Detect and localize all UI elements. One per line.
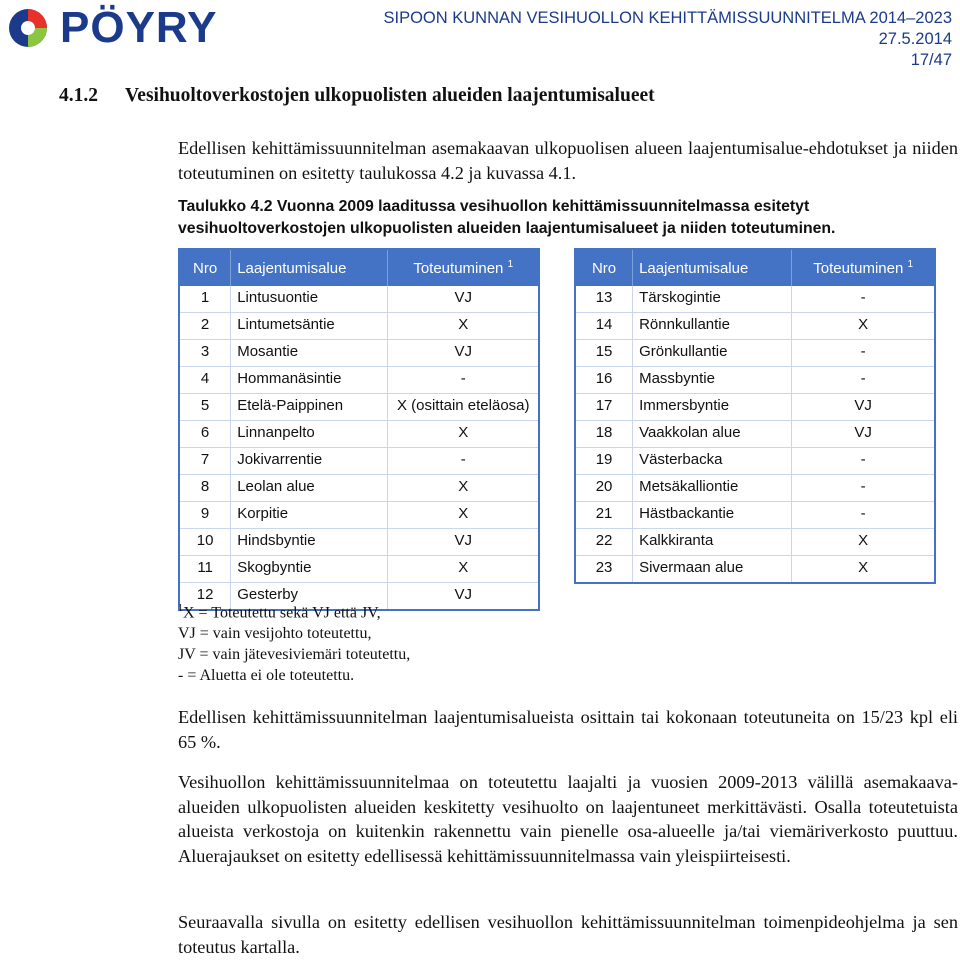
table-row	[575, 448, 935, 475]
cell-area: Korpitie	[231, 502, 388, 529]
cell-area: Västerbacka	[633, 448, 792, 475]
cell-nro: 23	[595, 559, 613, 576]
cell-nro: 20	[575, 475, 633, 502]
cell-area: Jokivarrentie	[231, 448, 388, 475]
cell-status: VJ	[388, 286, 539, 313]
poyry-logo-icon	[4, 6, 56, 50]
table-row	[179, 340, 539, 367]
table-row	[179, 529, 539, 556]
poyry-logo	[4, 3, 244, 52]
cell-nro: 14	[575, 313, 633, 340]
intro-paragraph: Edellisen kehittämissuunnitelman asemakaavan ulkopuolisen alueen laajentumisalue-ehdotukset ja niiden toteutuminen on esitetty taulukossa 4.2 ja kuvassa 4.1.	[178, 138, 958, 183]
cell-nro: 13	[575, 286, 633, 313]
section-number: 4.1.2	[59, 85, 98, 106]
cell-area: Mosantie	[231, 340, 388, 367]
cell-nro: 9	[179, 502, 231, 529]
cell-status: X	[388, 475, 539, 502]
cell-status: X	[388, 313, 539, 340]
cell-area: Massbyntie	[633, 367, 792, 394]
table-row	[575, 286, 935, 313]
cell-status: VJ	[388, 529, 539, 556]
cell-area: Hästbackantie	[633, 502, 792, 529]
table-body-left	[179, 286, 539, 610]
cell-status: X	[388, 502, 539, 529]
cell-nro: 18	[575, 421, 633, 448]
page-number: 17/47	[910, 51, 952, 69]
document-header	[383, 8, 952, 71]
cell-status: -	[792, 340, 935, 367]
table-caption: Taulukko 4.2 Vuonna 2009 laaditussa vesihuollon kehittämissuunnitelmassa esitetyt vesihuoltoverkostojen ulkopuolisten alueiden laajentumisalueet ja niiden toteutuminen.	[178, 198, 836, 237]
cell-status: VJ	[792, 421, 935, 448]
cell-nro: 4	[179, 367, 231, 394]
table-row	[575, 529, 935, 556]
cell-area: Grönkullantie	[633, 340, 792, 367]
cell-status: VJ	[388, 340, 539, 367]
table-row	[179, 556, 539, 583]
cell-nro: 1	[179, 286, 231, 313]
table-row	[179, 502, 539, 529]
cell-status: -	[792, 475, 935, 502]
table-header-row	[575, 249, 935, 286]
cell-nro: 11	[179, 556, 231, 583]
table-row	[575, 313, 935, 340]
expansion-table-left	[178, 248, 540, 611]
cell-area: Vaakkolan alue	[633, 421, 792, 448]
footnote-line: - = Aluetta ei ole toteutettu.	[178, 667, 355, 685]
cell-area: Gesterby	[231, 583, 388, 611]
table-row	[575, 367, 935, 394]
cell-area: Kalkkiranta	[633, 529, 792, 556]
table-row	[575, 556, 935, 584]
table-row	[575, 340, 935, 367]
cell-status: VJ	[792, 394, 935, 421]
header-nro: Nro	[575, 249, 633, 286]
cell-status: -	[792, 367, 935, 394]
cell-area: Immersbyntie	[633, 394, 792, 421]
cell-nro: 17	[575, 394, 633, 421]
cell-nro: 6	[179, 421, 231, 448]
body-paragraph-2: Vesihuollon kehittämissuunnitelmaa on toteutettu laajalti ja vuosien 2009-2013 välillä asemakaava-alueiden ulkopuolisten alueiden keskitetty vesihuolto on laajentuneet merkittävästi. Osalla toteutetuista alueista verkostoja on kuitenkin rakennettu vain pienelle osa-alueelle ja/tai viemäriverkosto puuttuu. Aluerajaukset on esitetty edellisessä kehittämissuunnitelmassa vain yleispiirteisesti.	[178, 772, 958, 866]
table-footnote	[178, 598, 410, 686]
expansion-table-right	[574, 248, 936, 584]
table-row	[575, 394, 935, 421]
header-status: Toteutuminen $^1$	[792, 249, 935, 286]
table-row	[179, 394, 539, 421]
cell-area: Rönnkullantie	[633, 313, 792, 340]
cell-area: Hindsbyntie	[231, 529, 388, 556]
cell-area: Lintumetsäntie	[231, 313, 388, 340]
footnote-line: VJ = vain vesijohto toteutettu,	[178, 625, 372, 643]
cell-status: VJ	[388, 583, 539, 611]
footnote-line: $^1$X = Toteutettu sekä VJ että JV,	[178, 603, 381, 622]
section-title: Vesihuoltoverkostojen ulkopuolisten alueiden laajentumisalueet	[125, 85, 655, 106]
cell-nro: 19	[575, 448, 633, 475]
cell-nro: 15	[575, 340, 633, 367]
table-row	[179, 313, 539, 340]
table-row	[179, 421, 539, 448]
body-paragraph-1: Edellisen kehittämissuunnitelman laajentumisalueista osittain tai kokonaan toteutuneita on 15/23 kpl eli 65 %.	[178, 707, 958, 752]
cell-area: Tärskogintie	[633, 286, 792, 313]
cell-nro: 2	[179, 313, 231, 340]
footnote-line: JV = vain jätevesiviemäri toteutettu,	[178, 646, 411, 664]
section-heading	[59, 85, 655, 107]
header-area: Laajentumisalue	[633, 249, 792, 286]
cell-area: Etelä-Paippinen	[231, 394, 388, 421]
cell-status: X	[792, 313, 935, 340]
cell-status: -	[388, 448, 539, 475]
cell-status: -	[388, 367, 539, 394]
table-body-right	[575, 286, 935, 583]
document-title: SIPOON KUNNAN VESIHUOLLON KEHITTÄMISSUUNNITELMA 2014–2023	[383, 9, 952, 27]
table-row	[575, 475, 935, 502]
cell-nro: 7	[179, 448, 231, 475]
cell-area: Hommanäsintie	[231, 367, 388, 394]
cell-status: -	[792, 448, 935, 475]
cell-nro: 5	[179, 394, 231, 421]
header-nro: Nro	[179, 249, 231, 286]
body-paragraph-3: Seuraavalla sivulla on esitetty edellisen vesihuollon kehittämissuunnitelman toimenpideohjelma ja sen toteutus kartalla.	[178, 912, 958, 957]
cell-status: X (osittain eteläosa)	[388, 394, 539, 421]
cell-nro: 3	[179, 340, 231, 367]
header-area: Laajentumisalue	[231, 249, 388, 286]
table-row	[179, 448, 539, 475]
cell-area: Lintusuontie	[231, 286, 388, 313]
header-status: Toteutuminen $^1$	[388, 249, 539, 286]
table-row	[575, 502, 935, 529]
cell-status: X	[388, 556, 539, 583]
document-date: 27.5.2014	[878, 30, 952, 48]
cell-area: Leolan alue	[231, 475, 388, 502]
cell-area: Linnanpelto	[231, 421, 388, 448]
table-row	[575, 421, 935, 448]
cell-status: -	[792, 286, 935, 313]
cell-area: Sivermaan alue	[633, 556, 792, 584]
cell-status: -	[792, 502, 935, 529]
cell-nro: 10	[179, 529, 231, 556]
cell-nro: 12	[196, 586, 214, 603]
table-header-row	[179, 249, 539, 286]
cell-nro: 16	[575, 367, 633, 394]
cell-status: X	[388, 421, 539, 448]
table-row	[179, 286, 539, 313]
cell-status: X	[792, 529, 935, 556]
table-row	[179, 475, 539, 502]
cell-nro: 21	[575, 502, 633, 529]
cell-nro: 8	[179, 475, 231, 502]
table-row	[179, 367, 539, 394]
cell-area: Metsäkalliontie	[633, 475, 792, 502]
cell-nro: 22	[575, 529, 633, 556]
logo-wordmark: PÖYRY	[60, 3, 218, 52]
cell-area: Skogbyntie	[231, 556, 388, 583]
cell-status: X	[792, 556, 935, 584]
